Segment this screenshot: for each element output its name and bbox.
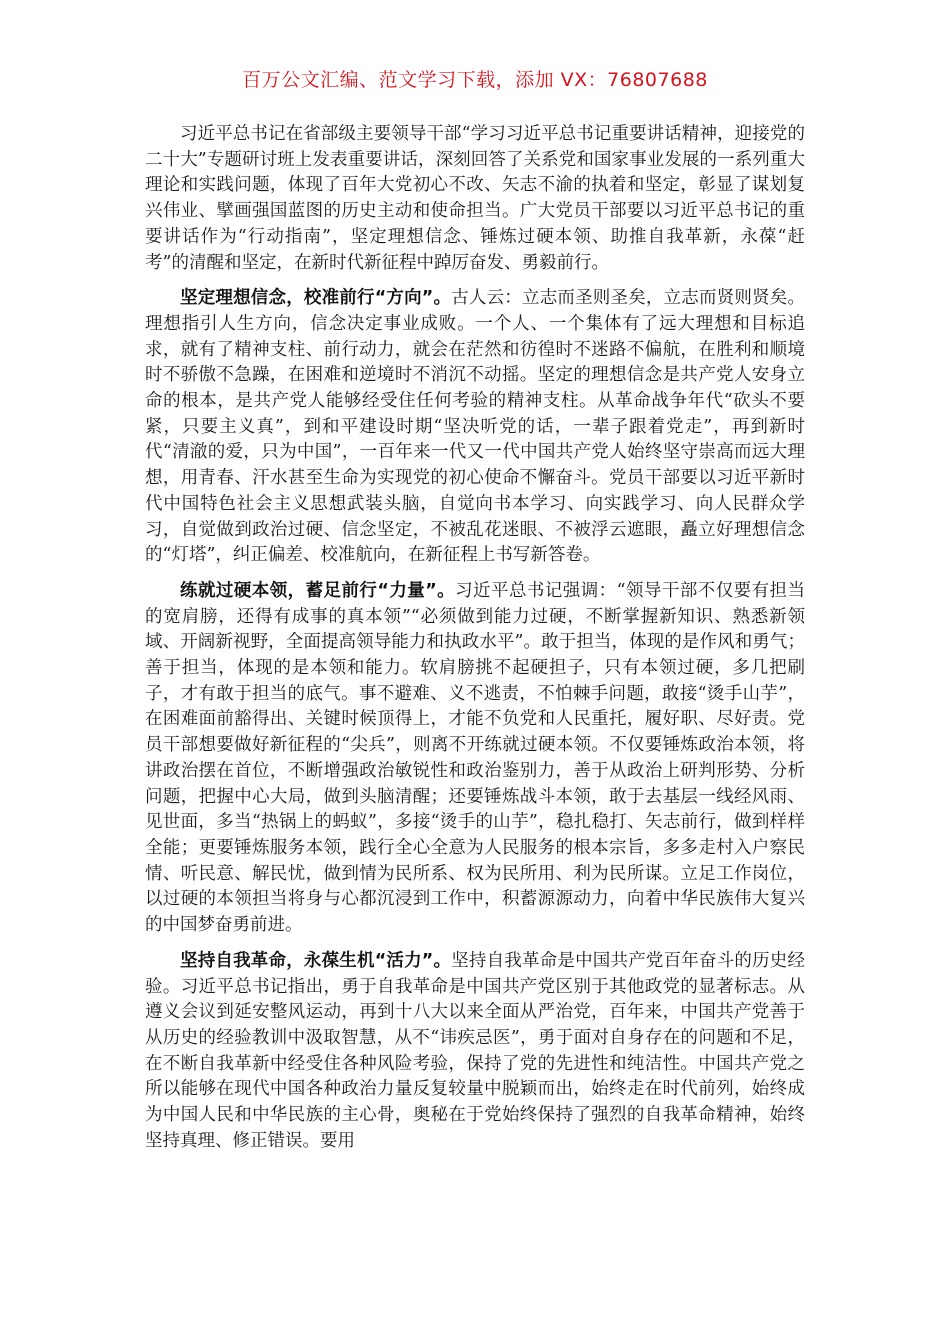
section-paragraph-1 — [145, 286, 805, 569]
article-body — [145, 122, 805, 1164]
section-heading-1: 坚定理想信念，校准前行“方向”。 — [180, 288, 452, 309]
section-paragraph-2 — [145, 579, 805, 939]
header-banner: 百万公文汇编、范文学习下载，添加 VX：76807688 — [242, 69, 708, 91]
section-heading-3: 坚持自我革命，永葆生机“活力”。 — [180, 950, 452, 971]
section-paragraph-3 — [145, 949, 805, 1155]
section-heading-2: 练就过硬本领，蓄足前行“力量”。 — [180, 580, 456, 601]
section-body-1: 古人云：立志而圣则圣矣，立志而贤则贤矣。理想指引人生方向，信念决定事业成败。一个人、一个集体有了远大理想和目标追求，就有了精神支柱、前行动力，就会在茫然和彷徨时不迷路不偏航，在胜利和顺境时不骄傲不急躁，在困难和逆境时不消沉不动摇。坚定的理想信念是共产党人安身立命的根本，是共产党人能够经受住任何考验的精神支柱。从革命战争年代“砍头不要紧，只要主义真”，到和平建设时期“坚决听党的话，一辈子跟着党走”，再到新时代“清澈的爱，只为中国”，一百年来一代又一代中国共产党人始终坚守崇高而远大理想，用青春、汗水甚至生命为实现党的初心使命不懈奋斗。党员干部要以习近平新时代中国特色社会主义思想武装头脑，自觉向书本学习、向实践学习、向人民群众学习，自觉做到政治过硬、信念坚定，不被乱花迷眼、不被浮云遮眼，矗立好理想信念的“灯塔”，纠正偏差、校准航向，在新征程上书写新答卷。 — [145, 288, 805, 566]
section-body-2: 习近平总书记强调：“领导干部不仅要有担当的宽肩膀，还得有成事的真本领”“必须做到能力过硬，不断掌握新知识、熟悉新领域、开阔新视野，全面提高领导能力和执政水平”。敢于担当，体现的是作风和勇气；善于担当，体现的是本领和能力。软肩膀挑不起硬担子，只有本领过硬，多几把刷子，才有敢于担当的底气。事不避难、义不逃责，不怕棘手问题，敢接“烫手山芋”，在困难面前豁得出、关键时候顶得上，才能不负党和人民重托，履好职、尽好责。党员干部想要做好新征程的“尖兵”，则离不开练就过硬本领。不仅要锤炼政治本领，将讲政治摆在首位，不断增强政治敏锐性和政治鉴别力，善于从政治上研判形势、分析问题，把握中心大局，做到头脑清醒；还要锤炼战斗本领，敢于去基层一线经风雨、见世面，多当“热锅上的蚂蚁”，多接“烫手的山芋”，稳扎稳打、矢志前行，做到样样全能；更要锤炼服务本领，践行全心全意为人民服务的根本宗旨，多多走村入户察民情、听民意、解民忧，做到情为民所系、权为民所用、利为民所谋。立足工作岗位，以过硬的本领担当将身与心都沉浸到工作中，积蓄源源动力，向着中华民族伟大复兴的中国梦奋勇前进。 — [145, 580, 805, 936]
intro-paragraph: 习近平总书记在省部级主要领导干部“学习习近平总书记重要讲话精神，迎接党的二十大”专题研讨班上发表重要讲话，深刻回答了关系党和国家事业发展的一系列重大理论和实践问题，体现了百年大党初心不改、矢志不渝的执着和坚定，彰显了谋划复兴伟业、擘画强国蓝图的历史主动和使命担当。广大党员干部要以习近平总书记的重要讲话作为“行动指南”，坚定理想信念、锤炼过硬本领、助推自我革新，永葆“赶考”的清醒和坚定，在新时代新征程中踔厉奋发、勇毅前行。 — [145, 124, 805, 273]
section-body-3: 坚持自我革命是中国共产党百年奋斗的历史经验。习近平总书记指出，勇于自我革命是中国共产党区别于其他政党的显著标志。从遵义会议到延安整风运动，再到十八大以来全面从严治党，百年来，中国共产党善于从历史的经验教训中汲取智慧，从不“讳疾忌医”，勇于面对自身存在的问题和不足，在不断自我革新中经受住各种风险考验，保持了党的先进性和纯洁性。中国共产党之所以能够在现代中国各种政治力量反复较量中脱颖而出，始终走在时代前列，始终成为中国人民和中华民族的主心骨，奥秘在于党始终保持了强烈的自我革命精神，始终坚持真理、修正错误。要用 — [145, 950, 805, 1151]
